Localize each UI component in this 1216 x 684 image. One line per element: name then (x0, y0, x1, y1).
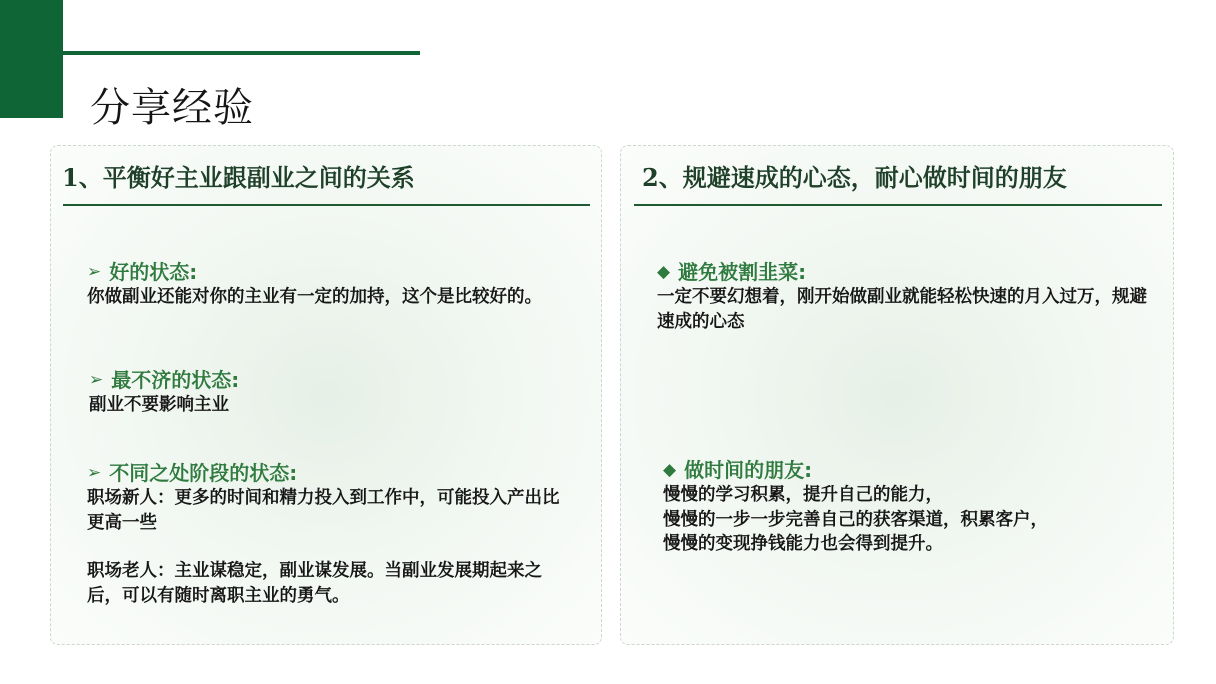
item-heading: 不同之处阶段的状态: (109, 461, 298, 485)
item-heading: 最不济的状态: (111, 368, 240, 392)
card-heading: 2、规避速成的心态，耐心做时间的朋友 (642, 163, 1067, 192)
item-text: 你做副业还能对你的主业有一定的加持，这个是比较好的。 (87, 287, 542, 307)
card-heading: 1、平衡好主业跟副业之间的关系 (62, 163, 415, 192)
arrowhead-right-icon: ➢ (89, 370, 104, 390)
item-heading: 做时间的朋友: (684, 458, 813, 482)
arrowhead-right-icon: ➢ (87, 262, 102, 282)
arrowhead-right-icon: ➢ (87, 463, 102, 483)
list-item-friend-of-time (663, 457, 1143, 557)
item-text-veteran: 职场老人：主业谋稳定，副业谋发展。当副业发展期起来之后，可以有随时离职主业的勇气。 (87, 561, 542, 606)
heading-divider (634, 204, 1162, 206)
list-item-stage-state (87, 460, 573, 608)
list-item-worst-state (89, 367, 575, 418)
card-avoid-quick-success (620, 145, 1174, 645)
title-accent-rule (63, 51, 420, 55)
item-text-newcomer: 职场新人：更多的时间和精力投入到工作中，可能投入产出比更高一些 (87, 488, 560, 533)
item-text: 副业不要影响主业 (89, 395, 229, 415)
item-heading: 好的状态: (109, 260, 198, 284)
heading-divider (63, 204, 590, 206)
item-text: 一定不要幻想着，刚开始做副业就能轻松快速的月入过万，规避速成的心态 (657, 287, 1147, 332)
card-balance-main-side-job (50, 145, 602, 645)
diamond-icon: ◆ (657, 262, 671, 282)
item-text-line: 慢慢的一步一步完善自己的获客渠道，积累客户， (663, 509, 1048, 530)
item-text-line: 慢慢的变现挣钱能力也会得到提升。 (663, 534, 943, 554)
item-heading: 避免被割韭菜: (678, 260, 807, 284)
item-text-line: 慢慢的学习积累，提升自己的能力， (663, 485, 943, 505)
diamond-icon: ◆ (663, 460, 677, 480)
list-item-good-state (87, 259, 573, 310)
list-item-avoid-scam (657, 259, 1147, 334)
corner-accent-block (0, 0, 63, 118)
page-title: 分享经验 (90, 84, 254, 131)
